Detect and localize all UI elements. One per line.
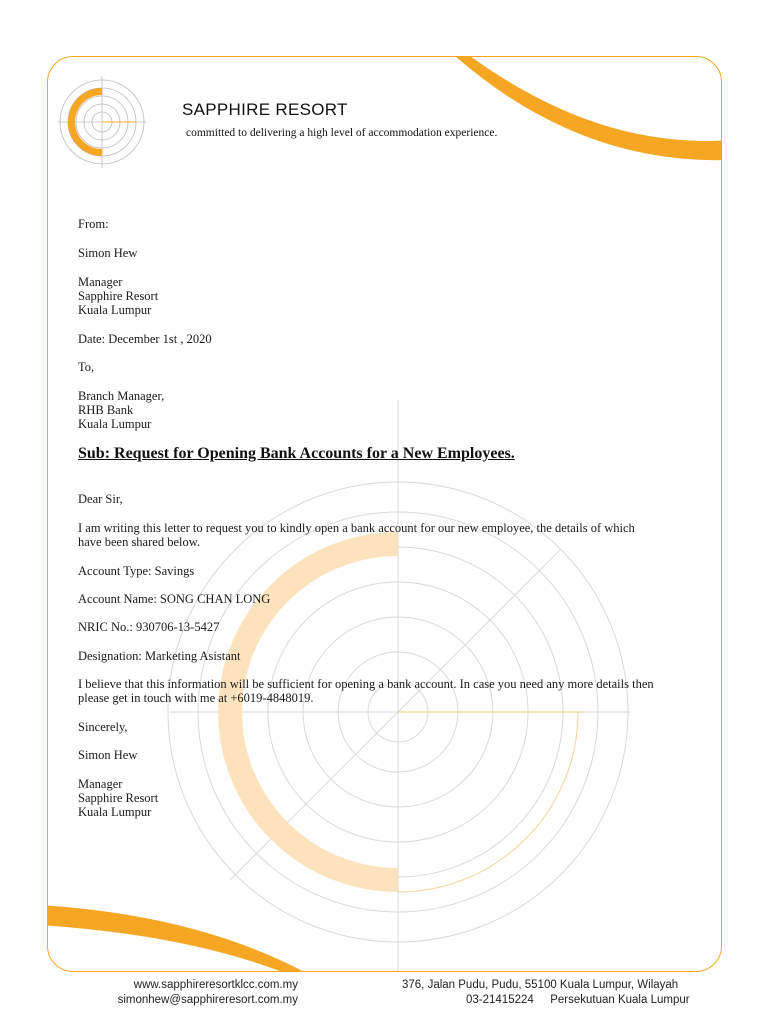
account-name-block xyxy=(78,592,718,606)
signature-title: Manager xyxy=(78,777,123,791)
footer-address-line-2: Persekutuan Kuala Lumpur xyxy=(550,994,690,1006)
sender-org: Sapphire Resort xyxy=(78,289,159,304)
footer-address xyxy=(402,978,678,993)
recipient-address xyxy=(78,389,718,432)
closing: Sincerely, xyxy=(78,720,128,734)
account-name: Account Name: SONG CHAN LONG xyxy=(78,592,271,606)
paragraph-2 xyxy=(78,677,718,705)
paragraph-2-line-1: I believe that this information will be sufficient for opening a bank account. In case you need any more details then xyxy=(78,677,654,691)
signature-city: Kuala Lumpur xyxy=(78,805,152,820)
to-label: To, xyxy=(78,360,95,374)
sender-city: Kuala Lumpur xyxy=(78,303,152,318)
paragraph-2-line-2: please get in touch with me at +6019-4848019. xyxy=(78,691,314,706)
recipient-org: RHB Bank xyxy=(78,403,134,418)
salutation: Dear Sir, xyxy=(78,492,123,506)
letterhead-frame xyxy=(47,56,722,972)
sapphire-resort-logo xyxy=(54,76,154,168)
signature-name-block xyxy=(78,748,718,762)
sender-address xyxy=(78,275,718,318)
footer-website[interactable]: www.sapphireresortklcc.com.my xyxy=(133,979,298,991)
closing-block xyxy=(78,720,718,734)
footer-address-line-1: 376, Jalan Pudu, Pudu, 55100 Kuala Lumpur, Wilayah xyxy=(402,979,679,991)
designation-block xyxy=(78,649,718,663)
footer-phone: 03-21415224 xyxy=(466,994,534,1006)
signature-org: Sapphire Resort xyxy=(78,791,159,806)
salutation-block xyxy=(78,492,718,506)
footer-phone-row xyxy=(466,993,690,1008)
account-type-block xyxy=(78,564,718,578)
sender-name-block xyxy=(78,246,718,260)
designation: Designation: Marketing Asistant xyxy=(78,649,241,663)
letter-subject: Sub: Request for Opening Bank Accounts for a New Employees. xyxy=(78,445,515,462)
sender-title: Manager xyxy=(78,275,123,289)
paragraph-1-line-1: I am writing this letter to request you to kindly open a bank account for our new employee, the details of which xyxy=(78,521,635,535)
footer-email[interactable]: simonhew@sapphireresort.com.my xyxy=(117,993,298,1006)
to-block xyxy=(78,360,718,374)
footer-contact xyxy=(0,978,298,1007)
account-type: Account Type: Savings xyxy=(78,564,195,578)
recipient-city: Kuala Lumpur xyxy=(78,417,152,432)
company-name: SAPPHIRE RESORT xyxy=(182,100,348,119)
recipient-title: Branch Manager, xyxy=(78,389,165,403)
sender-name: Simon Hew xyxy=(78,246,138,260)
nric-number: NRIC No.: 930706-13-5427 xyxy=(78,620,220,634)
from-label: From: xyxy=(78,217,109,231)
signature-name: Simon Hew xyxy=(78,748,138,762)
letter-date: Date: December 1st , 2020 xyxy=(78,332,212,346)
nric-block xyxy=(78,620,718,634)
from-block xyxy=(78,217,718,231)
signature-block xyxy=(78,777,718,820)
date-block xyxy=(78,332,718,346)
paragraph-1-line-2: have been shared below. xyxy=(78,535,201,550)
paragraph-1 xyxy=(78,521,718,549)
company-tagline: committed to delivering a high level of accommodation experience. xyxy=(186,127,498,139)
